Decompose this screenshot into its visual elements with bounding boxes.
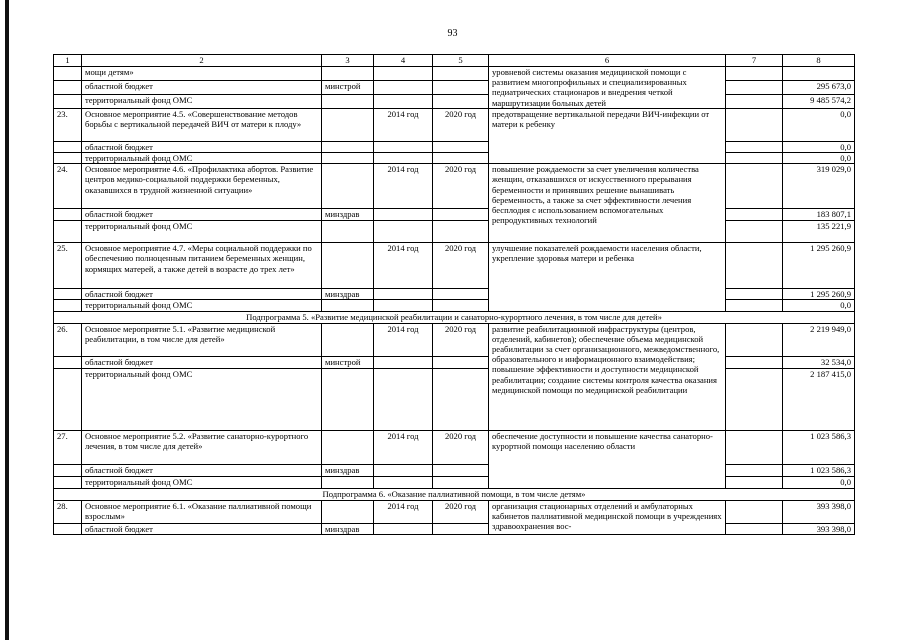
header-cell: 5: [433, 55, 489, 67]
table-row: [54, 356, 855, 368]
event-name-cell: мощи детям»: [82, 67, 322, 81]
end-year-cell: 2020 год: [433, 243, 489, 289]
start-year-cell: [374, 289, 433, 300]
table-row: [54, 476, 855, 488]
table-row: [54, 141, 855, 152]
funding-amount-cell: 0,0: [783, 108, 855, 141]
table-row: [54, 153, 855, 164]
executor-cell: минздрав: [322, 523, 374, 534]
funding-amount-cell: 393 398,0: [783, 523, 855, 534]
empty-column-cell: [726, 300, 783, 311]
empty-column-cell: [726, 153, 783, 164]
header-cell: 8: [783, 55, 855, 67]
empty-column-cell: [726, 430, 783, 464]
empty-column-cell: [726, 476, 783, 488]
end-year-cell: [433, 476, 489, 488]
funding-amount-cell: 1 295 260,9: [783, 243, 855, 289]
table-row: [54, 80, 855, 94]
end-year-cell: [433, 141, 489, 152]
funding-amount-cell: 1 023 586,3: [783, 464, 855, 476]
row-number-cell: [54, 67, 82, 81]
table-row: [54, 500, 855, 523]
executor-cell: [322, 430, 374, 464]
header-cell: 1: [54, 55, 82, 67]
empty-column-cell: [726, 221, 783, 243]
start-year-cell: [374, 523, 433, 534]
row-number-cell: [54, 80, 82, 94]
empty-column-cell: [726, 523, 783, 534]
end-year-cell: [433, 356, 489, 368]
start-year-cell: [374, 80, 433, 94]
header-cell: 2: [82, 55, 322, 67]
empty-column-cell: [726, 164, 783, 209]
table-row: [54, 430, 855, 464]
table-header-row: [54, 55, 855, 67]
executor-cell: минстрой: [322, 80, 374, 94]
executor-cell: [322, 164, 374, 209]
row-number-cell: [54, 464, 82, 476]
end-year-cell: [433, 153, 489, 164]
table-row: [54, 209, 855, 221]
table-row: [54, 289, 855, 300]
event-name-cell: территориальный фонд ОМС: [82, 221, 322, 243]
empty-column-cell: [726, 80, 783, 94]
event-name-cell: областной бюджет: [82, 141, 322, 152]
executor-cell: [322, 108, 374, 141]
start-year-cell: [374, 153, 433, 164]
table-row: [54, 300, 855, 311]
event-name-cell: территориальный фонд ОМС: [82, 300, 322, 311]
empty-column-cell: [726, 67, 783, 81]
row-number-cell: [54, 523, 82, 534]
start-year-cell: [374, 476, 433, 488]
executor-cell: [322, 323, 374, 356]
row-number-cell: 24.: [54, 164, 82, 209]
start-year-cell: 2014 год: [374, 430, 433, 464]
row-number-cell: [54, 300, 82, 311]
event-name-cell: областной бюджет: [82, 523, 322, 534]
end-year-cell: 2020 год: [433, 500, 489, 523]
end-year-cell: 2020 год: [433, 430, 489, 464]
start-year-cell: [374, 464, 433, 476]
funding-amount-cell: 0,0: [783, 153, 855, 164]
executor-cell: [322, 500, 374, 523]
end-year-cell: [433, 300, 489, 311]
row-number-cell: [54, 356, 82, 368]
executor-cell: [322, 243, 374, 289]
empty-column-cell: [726, 94, 783, 108]
expected-result-cell: улучшение показателей рождаемости населения области, укрепление здоровья матери и ребенка: [489, 243, 726, 311]
empty-column-cell: [726, 356, 783, 368]
row-number-cell: 25.: [54, 243, 82, 289]
executor-cell: минздрав: [322, 289, 374, 300]
event-name-cell: Основное мероприятие 4.7. «Меры социальной поддержки по обеспечению полноценным питанием беременных женщин, кормящих матерей, а также детей в возрасте до трех лет»: [82, 243, 322, 289]
end-year-cell: [433, 209, 489, 221]
table-row: [54, 94, 855, 108]
funding-amount-cell: 1 023 586,3: [783, 430, 855, 464]
table-row: [54, 523, 855, 534]
end-year-cell: [433, 80, 489, 94]
subprogram-row: [54, 311, 855, 323]
executor-cell: [322, 221, 374, 243]
end-year-cell: [433, 368, 489, 430]
expected-result-cell: повышение рождаемости за счет увеличения количества женщин, отказавшихся от искусственного прерывания беременности и принявших решение вынашивать беременность, а также за счет эффективности лечения бесплодия с использованием вспомогательных репродуктивных технологий: [489, 164, 726, 243]
row-number-cell: 28.: [54, 500, 82, 523]
end-year-cell: 2020 год: [433, 108, 489, 141]
executor-cell: минстрой: [322, 356, 374, 368]
empty-column-cell: [726, 464, 783, 476]
executor-cell: [322, 368, 374, 430]
end-year-cell: 2020 год: [433, 323, 489, 356]
event-name-cell: областной бюджет: [82, 80, 322, 94]
event-name-cell: Основное мероприятие 6.1. «Оказание паллиативной помощи взрослым»: [82, 500, 322, 523]
row-number-cell: [54, 368, 82, 430]
executor-cell: [322, 300, 374, 311]
start-year-cell: 2014 год: [374, 243, 433, 289]
subprogram-title: Подпрограмма 6. «Оказание паллиативной помощи, в том числе детям»: [54, 488, 855, 500]
page-left-border: [5, 0, 9, 640]
empty-column-cell: [726, 289, 783, 300]
executor-cell: [322, 94, 374, 108]
table-row: [54, 323, 855, 356]
empty-column-cell: [726, 323, 783, 356]
executor-cell: минздрав: [322, 209, 374, 221]
funding-amount-cell: 393 398,0: [783, 500, 855, 523]
expected-result-cell: уровневой системы оказания медицинской помощи с развитием многопрофильных и специализированных педиатрических стационаров и внедрения четкой маршрутизации больных детей: [489, 67, 726, 109]
start-year-cell: 2014 год: [374, 164, 433, 209]
start-year-cell: [374, 356, 433, 368]
start-year-cell: [374, 300, 433, 311]
event-name-cell: Основное мероприятие 4.5. «Совершенствование методов борьбы с вертикальной передачей ВИЧ от матери к плоду»: [82, 108, 322, 141]
event-name-cell: Основное мероприятие 4.6. «Профилактика абортов. Развитие центров медико-социальной поддержки беременных, оказавшихся в трудной жизненной ситуации»: [82, 164, 322, 209]
empty-column-cell: [726, 368, 783, 430]
table-row: [54, 67, 855, 81]
event-name-cell: территориальный фонд ОМС: [82, 368, 322, 430]
funding-amount-cell: 1 295 260,9: [783, 289, 855, 300]
end-year-cell: [433, 523, 489, 534]
event-name-cell: областной бюджет: [82, 289, 322, 300]
expected-result-cell: развитие реабилитационной инфраструктуры (центров, отделений, кабинетов); обеспечение объема медицинской реабилитации за счет организационного, межведомственного, образовательного и информационного взаимодействия; повышение эффективности и доступности медицинской реабилитации; создание системы контроля качества оказания медицинской помощи по медицинской реабилитации: [489, 323, 726, 430]
event-name-cell: областной бюджет: [82, 464, 322, 476]
funding-amount-cell: 295 673,0: [783, 80, 855, 94]
subprogram-title: Подпрограмма 5. «Развитие медицинской реабилитации и санаторно-курортного лечения, в том числе для детей»: [54, 311, 855, 323]
funding-amount-cell: 2 187 415,0: [783, 368, 855, 430]
empty-column-cell: [726, 500, 783, 523]
start-year-cell: [374, 141, 433, 152]
event-name-cell: областной бюджет: [82, 209, 322, 221]
row-number-cell: [54, 289, 82, 300]
header-cell: 4: [374, 55, 433, 67]
start-year-cell: [374, 67, 433, 81]
header-cell: 7: [726, 55, 783, 67]
row-number-cell: [54, 94, 82, 108]
row-number-cell: 23.: [54, 108, 82, 141]
row-number-cell: 26.: [54, 323, 82, 356]
empty-column-cell: [726, 108, 783, 141]
expected-result-cell: обеспечение доступности и повышение качества санаторно-курортной помощи населению области: [489, 430, 726, 488]
expected-result-cell: организация стационарных отделений и амбулаторных кабинетов паллиативной медицинской помощи в учреждениях здравоохранения вос-: [489, 500, 726, 534]
executor-cell: [322, 67, 374, 81]
empty-column-cell: [726, 209, 783, 221]
funding-amount-cell: 135 221,9: [783, 221, 855, 243]
event-name-cell: территориальный фонд ОМС: [82, 476, 322, 488]
row-number-cell: [54, 153, 82, 164]
program-table-wrapper: [53, 54, 855, 535]
end-year-cell: [433, 94, 489, 108]
funding-amount-cell: 9 485 574,2: [783, 94, 855, 108]
row-number-cell: 27.: [54, 430, 82, 464]
table-row: [54, 464, 855, 476]
start-year-cell: [374, 209, 433, 221]
funding-amount-cell: 2 219 949,0: [783, 323, 855, 356]
row-number-cell: [54, 209, 82, 221]
page-number: 93: [447, 28, 458, 39]
executor-cell: [322, 476, 374, 488]
funding-amount-cell: 0,0: [783, 300, 855, 311]
row-number-cell: [54, 476, 82, 488]
start-year-cell: 2014 год: [374, 108, 433, 141]
start-year-cell: 2014 год: [374, 323, 433, 356]
expected-result-cell: предотвращение вертикальной передачи ВИЧ-инфекции от матери к ребенку: [489, 108, 726, 163]
funding-amount-cell: 0,0: [783, 476, 855, 488]
empty-column-cell: [726, 243, 783, 289]
table-row: [54, 368, 855, 430]
table-row: [54, 108, 855, 141]
end-year-cell: [433, 464, 489, 476]
table-row: [54, 221, 855, 243]
funding-amount-cell: 319 029,0: [783, 164, 855, 209]
end-year-cell: [433, 221, 489, 243]
header-cell: 3: [322, 55, 374, 67]
program-table: [53, 54, 855, 535]
end-year-cell: 2020 год: [433, 164, 489, 209]
event-name-cell: областной бюджет: [82, 356, 322, 368]
start-year-cell: [374, 94, 433, 108]
table-row: [54, 243, 855, 289]
row-number-cell: [54, 221, 82, 243]
start-year-cell: [374, 221, 433, 243]
header-cell: 6: [489, 55, 726, 67]
event-name-cell: территориальный фонд ОМС: [82, 94, 322, 108]
start-year-cell: [374, 368, 433, 430]
executor-cell: [322, 141, 374, 152]
funding-amount-cell: 0,0: [783, 141, 855, 152]
event-name-cell: территориальный фонд ОМС: [82, 153, 322, 164]
start-year-cell: 2014 год: [374, 500, 433, 523]
empty-column-cell: [726, 141, 783, 152]
executor-cell: [322, 153, 374, 164]
table-row: [54, 164, 855, 209]
row-number-cell: [54, 141, 82, 152]
end-year-cell: [433, 289, 489, 300]
end-year-cell: [433, 67, 489, 81]
executor-cell: минздрав: [322, 464, 374, 476]
event-name-cell: Основное мероприятие 5.1. «Развитие медицинской реабилитации, в том числе для детей»: [82, 323, 322, 356]
subprogram-row: [54, 488, 855, 500]
funding-amount-cell: [783, 67, 855, 81]
funding-amount-cell: 32 534,0: [783, 356, 855, 368]
event-name-cell: Основное мероприятие 5.2. «Развитие санаторно-курортного лечения, в том числе для детей»: [82, 430, 322, 464]
funding-amount-cell: 183 807,1: [783, 209, 855, 221]
